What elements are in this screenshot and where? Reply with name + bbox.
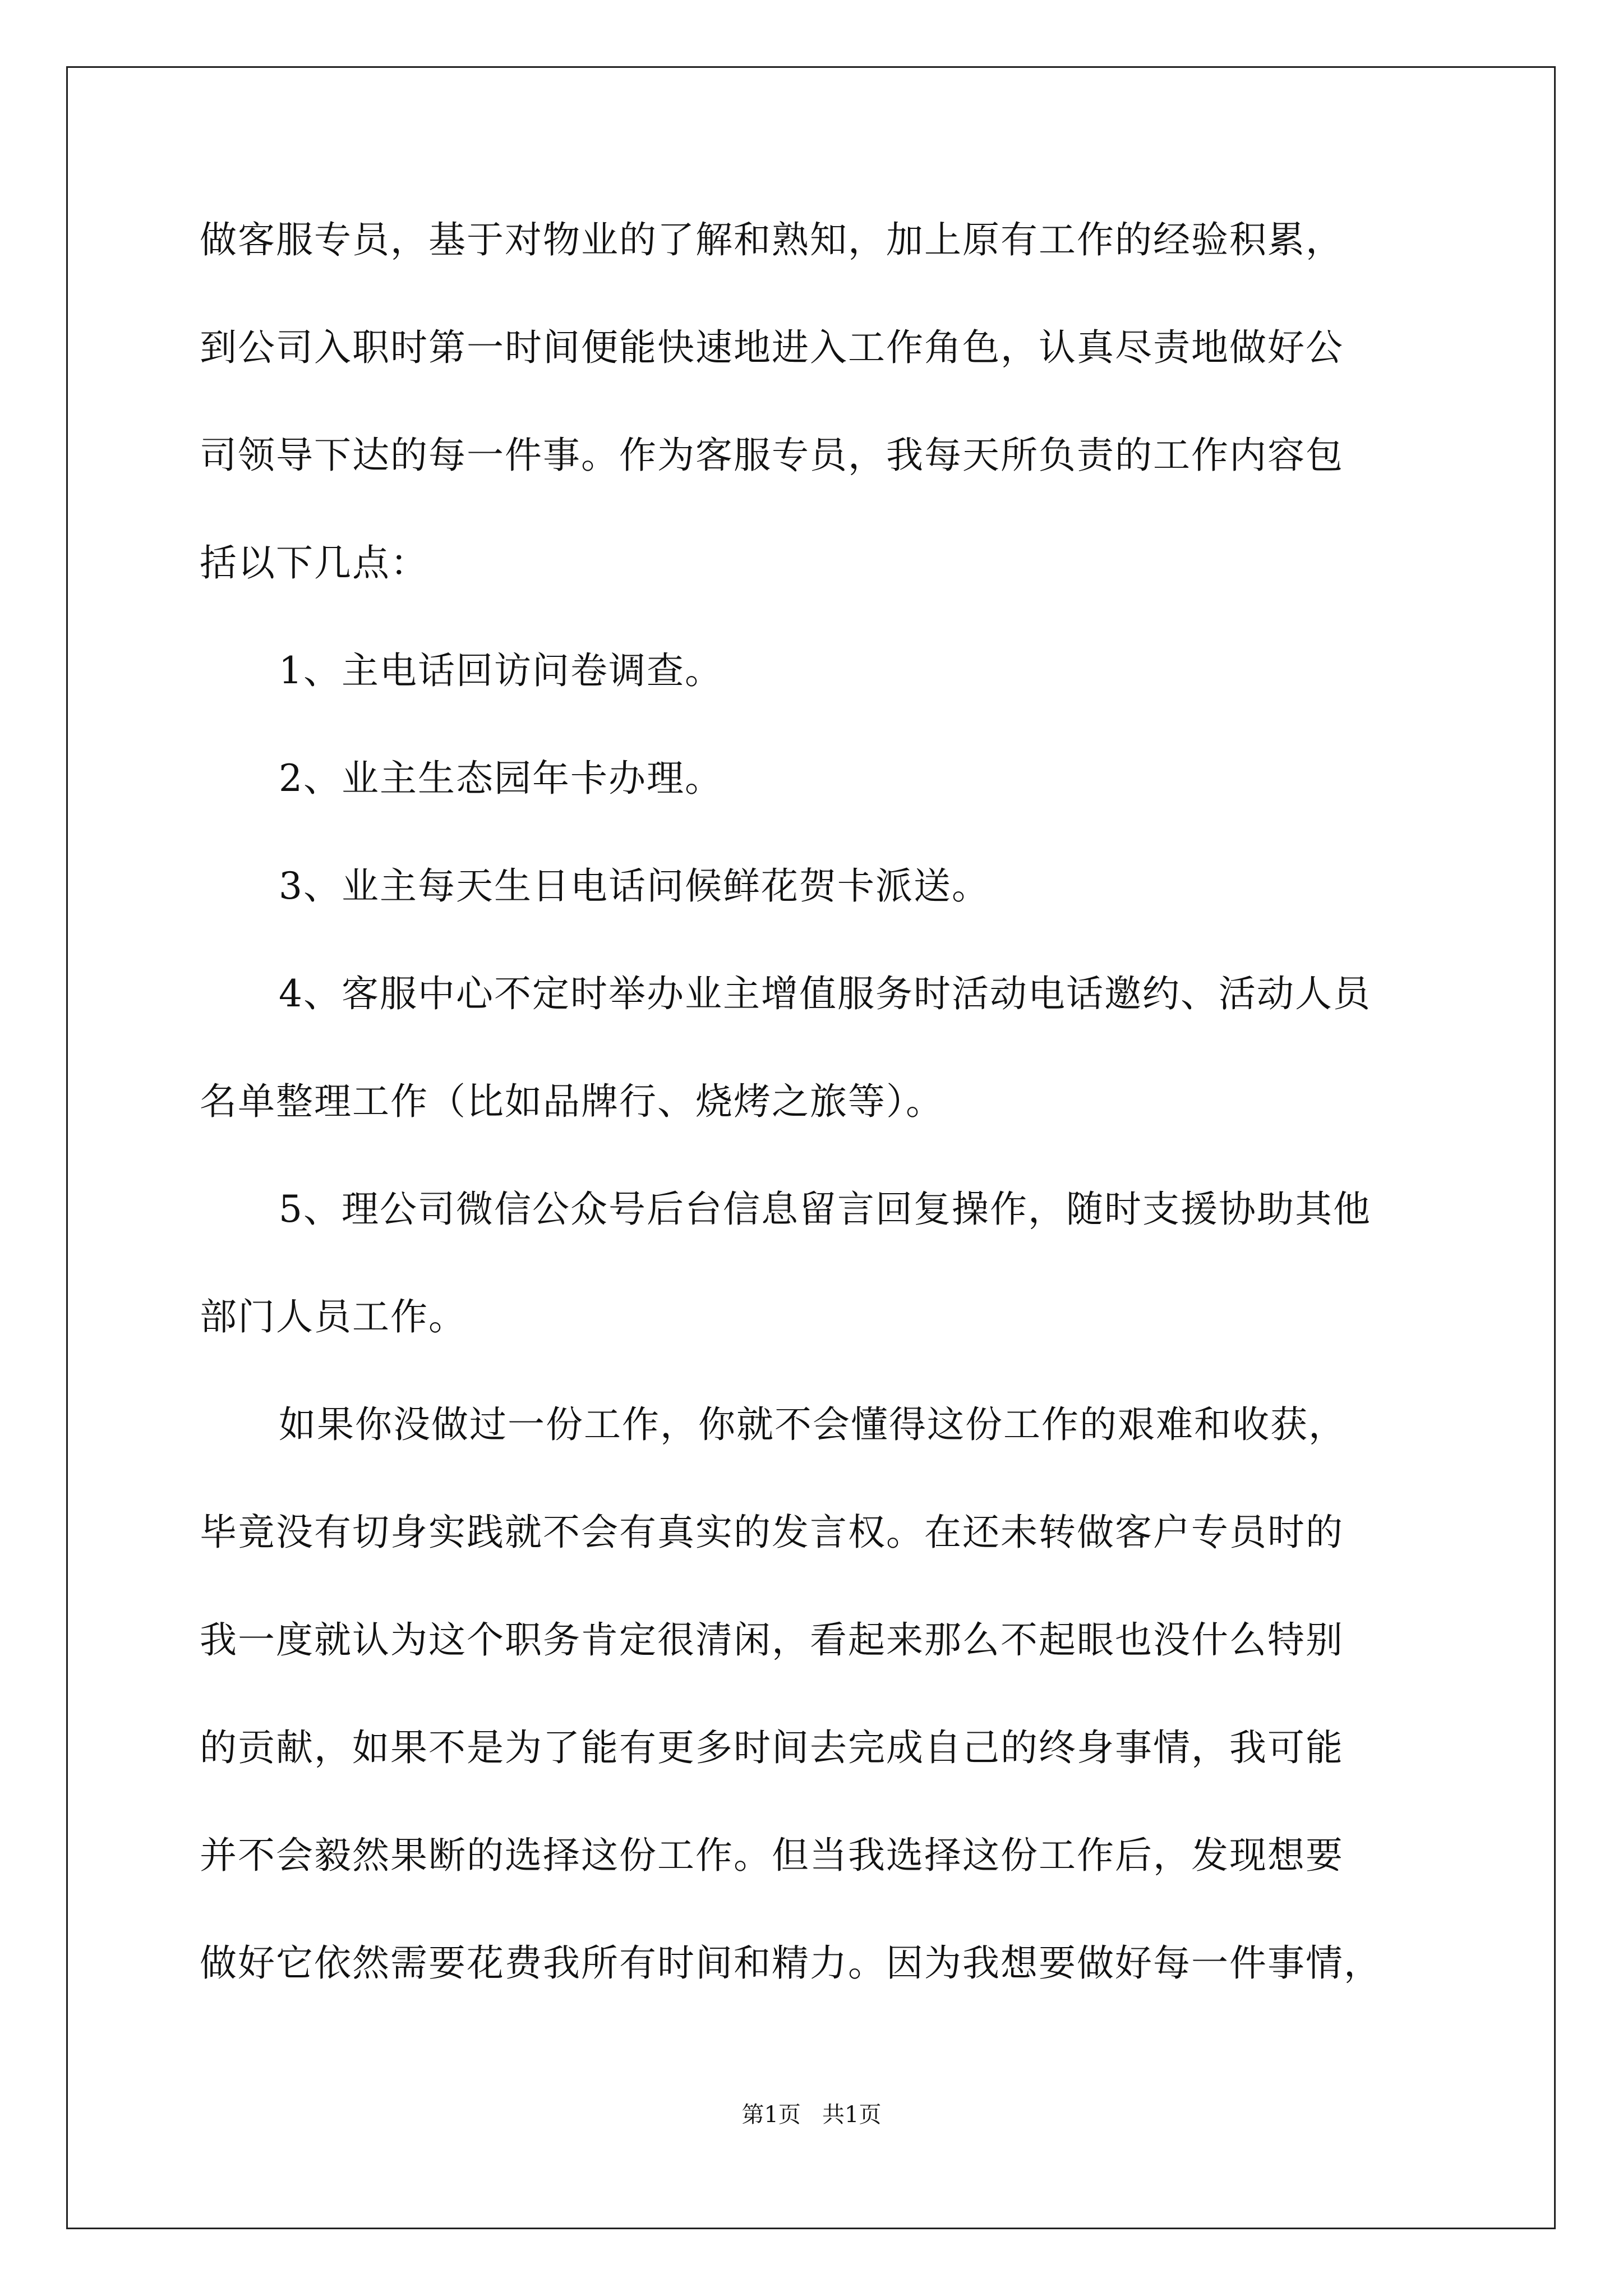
list-item: 1、主电话回访问卷调查。: [279, 649, 723, 692]
list-item: 4、客服中心不定时举办业主增值服务时活动电话邀约、活动人员: [279, 972, 1371, 1015]
text-line: 并不会毅然果断的选择这份工作。但当我选择这份工作后，发现想要: [200, 1834, 1344, 1877]
list-item: 5、理公司微信公众号后台信息留言回复操作，随时支援协助其他: [279, 1188, 1371, 1231]
text-line: 我一度就认为这个职务肯定很清闲，看起来那么不起眼也没什么特别: [200, 1618, 1344, 1662]
text-line: 司领导下达的每一件事。作为客服专员，我每天所负责的工作内容包: [200, 434, 1344, 477]
text-line: 到公司入职时第一时间便能快速地进入工作角色，认真尽责地做好公: [200, 326, 1344, 369]
list-item: 3、业主每天生日电话问候鲜花贺卡派送。: [279, 864, 990, 908]
list-item: 2、业主生态园年卡办理。: [279, 757, 723, 800]
text-line: 部门人员工作。: [200, 1295, 467, 1338]
text-line: 毕竟没有切身实践就不会有真实的发言权。在还未转做客户专员时的: [200, 1511, 1344, 1554]
text-line: 名单整理工作（比如品牌行、烧烤之旅等）。: [200, 1080, 944, 1123]
page-border: [66, 66, 1556, 2229]
text-line: 括以下几点：: [200, 541, 428, 585]
text-line: 做客服专员，基于对物业的了解和熟知，加上原有工作的经验积累，: [200, 218, 1344, 261]
page-footer: 第1页 共1页: [741, 2102, 882, 2128]
text-line: 做好它依然需要花费我所有时间和精力。因为我想要做好每一件事情，: [200, 1941, 1382, 1985]
paragraph-start: 如果你没做过一份工作，你就不会懂得这份工作的艰难和收获，: [279, 1403, 1347, 1446]
text-line: 的贡献，如果不是为了能有更多时间去完成自己的终身事情，我可能: [200, 1726, 1344, 1769]
